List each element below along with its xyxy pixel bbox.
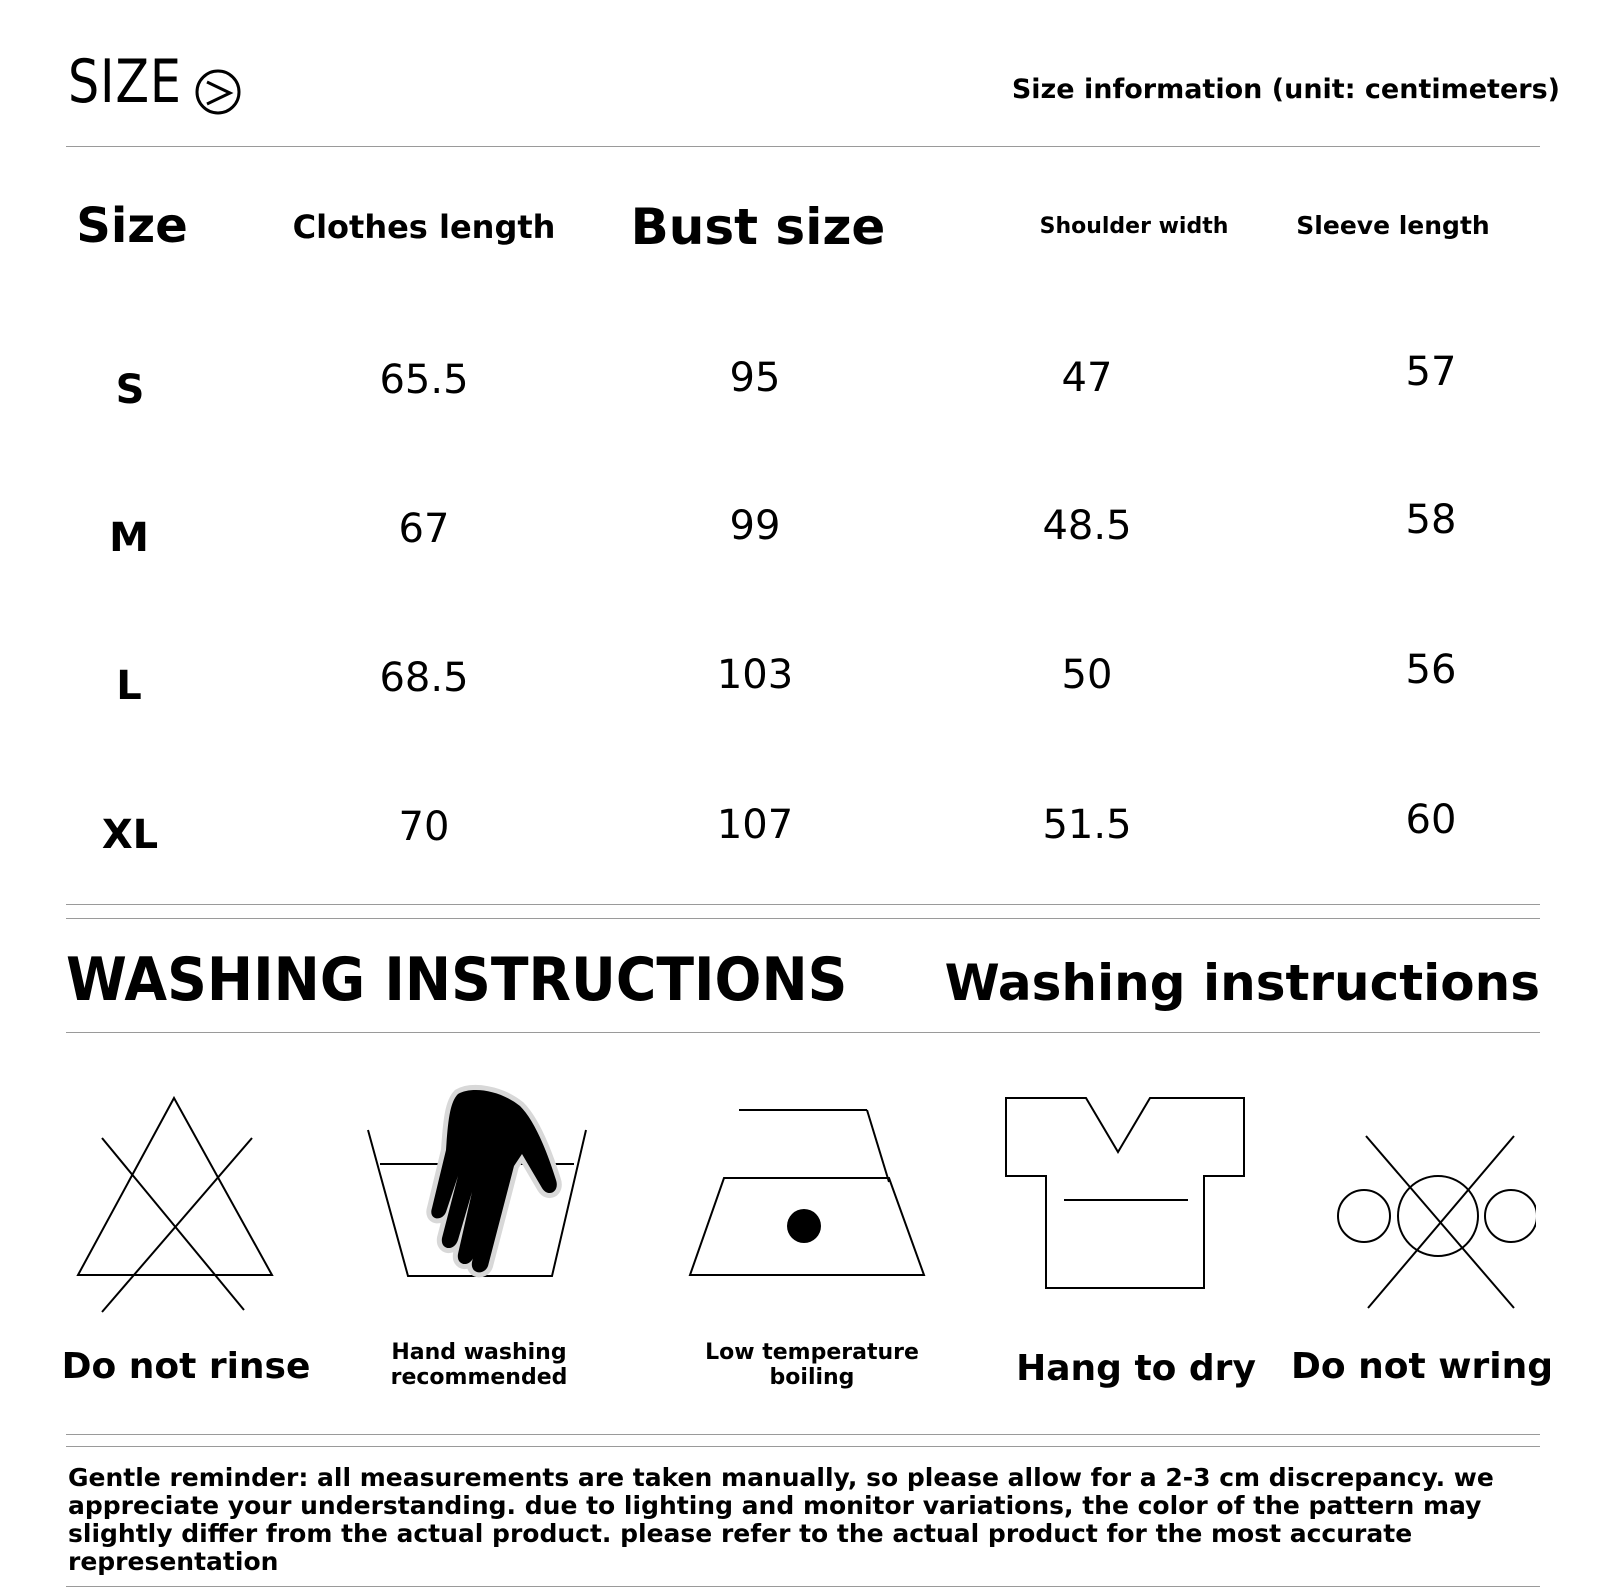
- do-not-bleach-icon: [70, 1090, 280, 1320]
- row-s-bust: 95: [729, 355, 781, 401]
- row-xl-size: XL: [101, 812, 159, 858]
- header-clothes-length: Clothes length: [292, 208, 556, 246]
- header-sleeve-length: Sleeve length: [1296, 211, 1490, 240]
- low-temperature-iron-icon: [684, 1100, 934, 1290]
- header-shoulder-width: Shoulder width: [1039, 214, 1229, 239]
- row-s-sleeve: 57: [1405, 349, 1457, 395]
- row-xl-bust: 107: [716, 802, 794, 848]
- divider: [66, 1434, 1540, 1435]
- header-bust-size: Bust size: [630, 198, 886, 256]
- caption-do-not-rinse: Do not rinse: [61, 1346, 311, 1387]
- divider: [66, 1032, 1540, 1033]
- washing-subtitle: Washing instructions: [944, 954, 1540, 1012]
- row-m-bust: 99: [729, 503, 781, 549]
- row-l-sleeve: 56: [1405, 647, 1457, 693]
- divider: [66, 1446, 1540, 1447]
- gentle-reminder: Gentle reminder: all measurements are taken manually, so please allow for a 2-3 cm discrepancy. we appreciate your understanding. due to lighting and monitor variations, the color of the pattern may slightly differ from the actual product. please refer to the actual product for the most accurate representation: [68, 1463, 1494, 1576]
- caption-low-temperature: [705, 1340, 919, 1391]
- divider: [66, 918, 1540, 919]
- row-s-size: S: [115, 367, 145, 413]
- caption-line: boiling: [769, 1365, 855, 1391]
- hand-wash-icon: [362, 1080, 592, 1280]
- caption-line: Hand washing: [391, 1340, 567, 1365]
- size-info-text: Size information (unit: centimeters): [1011, 74, 1560, 105]
- caption-hang-to-dry: Hang to dry: [1016, 1348, 1256, 1389]
- row-xl-shoulder: 51.5: [1042, 802, 1132, 848]
- row-xl-sleeve: 60: [1405, 797, 1457, 843]
- row-m-clothes-length: 67: [398, 506, 450, 552]
- row-s-clothes-length: 65.5: [379, 357, 469, 403]
- caption-line: Low temperature: [705, 1340, 919, 1365]
- washing-title: WASHING INSTRUCTIONS: [66, 945, 848, 1015]
- chevron-right-circle-icon: [194, 68, 242, 116]
- row-l-clothes-length: 68.5: [379, 655, 469, 701]
- row-m-size: M: [109, 515, 149, 561]
- divider: [66, 146, 1540, 147]
- do-not-wring-icon: [1336, 1128, 1536, 1318]
- caption-do-not-wring: Do not wring: [1290, 1346, 1554, 1387]
- row-l-size: L: [116, 663, 142, 709]
- row-m-shoulder: 48.5: [1042, 503, 1132, 549]
- row-s-shoulder: 47: [1061, 355, 1113, 401]
- hang-dry-icon: [1000, 1090, 1260, 1300]
- caption-hand-washing: [391, 1340, 568, 1391]
- row-xl-clothes-length: 70: [398, 804, 450, 850]
- header-size: Size: [76, 198, 188, 254]
- size-title: SIZE: [68, 47, 182, 117]
- row-l-shoulder: 50: [1061, 652, 1113, 698]
- row-m-sleeve: 58: [1405, 497, 1457, 543]
- caption-line: recommended: [390, 1365, 568, 1391]
- divider: [66, 904, 1540, 905]
- row-l-bust: 103: [716, 652, 794, 698]
